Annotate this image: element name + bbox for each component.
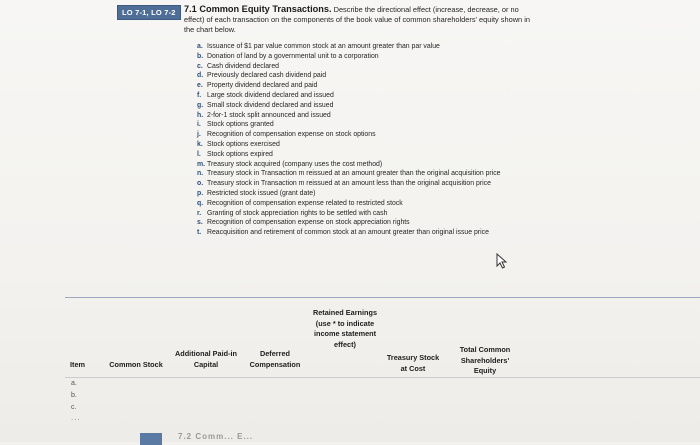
list-item [197, 101, 542, 111]
list-item [197, 169, 542, 179]
list-item-text: Recognition of compensation expense on stock options [207, 131, 376, 139]
list-item-text: Stock options granted [207, 121, 274, 129]
list-item-letter: t. [197, 229, 202, 237]
list-item-letter: a. [197, 43, 203, 50]
list-item-letter: f. [197, 91, 202, 99]
list-item-text: Small stock dividend declared and issued [207, 101, 334, 109]
learning-objective-badge: LO 7-1, LO 7-2 [117, 5, 181, 20]
table-row-a: a. [71, 380, 77, 387]
list-item-letter: k. [197, 140, 203, 148]
list-item [197, 199, 542, 209]
list-item-text: Granting of stock appreciation rights to be settled with cash [207, 209, 388, 217]
section-divider [65, 297, 700, 298]
list-item [197, 150, 542, 160]
list-item-letter: i. [197, 121, 201, 129]
list-item-text: Previously declared cash dividend paid [207, 72, 327, 80]
header-treasury-stock: Treasury Stock at Cost [386, 353, 440, 373]
list-item-letter: m. [197, 160, 206, 168]
list-item-text: Treasury stock in Transaction m reissued at an amount greater than the original acquisition price [207, 170, 501, 178]
list-item [197, 140, 542, 150]
list-item-text: Reacquisition and retirement of common stock at an amount greater than original issue price [207, 229, 489, 237]
list-item-text: Restricted stock issued (grant date) [207, 189, 316, 197]
list-item [197, 62, 542, 72]
list-item-text: Recognition of compensation expense related to restricted stock [207, 199, 403, 207]
list-item [197, 52, 542, 62]
list-item [197, 228, 542, 238]
list-item-text: Property dividend declared and paid [207, 82, 318, 90]
list-item-text: 2-for-1 stock split announced and issued [207, 111, 331, 119]
list-item-letter: b. [197, 52, 204, 60]
table-row-b: b. [71, 392, 77, 399]
table-row-c: c. [71, 404, 77, 411]
header-apic: Additional Paid-in Capital [174, 349, 238, 369]
list-item-letter: n. [197, 170, 204, 178]
list-item [197, 42, 542, 52]
header-item: Item [70, 360, 86, 369]
list-item-text: Cash dividend declared [207, 62, 280, 70]
list-item-letter: r. [197, 209, 202, 217]
list-item [197, 71, 542, 81]
exercise-title: 7.1 Common Equity Transactions. [184, 4, 332, 14]
list-item-text: Treasury stock acquired (company uses the cost method) [207, 160, 383, 168]
list-item-letter: o. [197, 180, 204, 188]
list-item-letter: j. [197, 131, 201, 139]
list-item-letter: d. [197, 72, 204, 80]
mouse-cursor-icon [494, 252, 512, 270]
list-item-letter: l. [197, 150, 201, 158]
list-item-letter: h. [197, 111, 204, 119]
list-item [197, 91, 542, 101]
exercise-intro: Describe the directional effect (increase, decrease, or no effect) of each transaction on the components of the book value of common shareholders' equity shown in the chart below. [184, 5, 530, 34]
list-item [197, 130, 542, 140]
list-item [197, 179, 542, 189]
list-item [197, 160, 542, 170]
list-item [197, 189, 542, 199]
exercise-header [184, 4, 532, 35]
header-common-stock: Common Stock [109, 360, 163, 369]
list-item-text: Large stock dividend declared and issued [207, 91, 334, 99]
table-header-rule [65, 377, 700, 378]
list-item [197, 81, 542, 91]
list-item [197, 120, 542, 130]
list-item-letter: p. [197, 189, 204, 197]
table-continuation: ... [71, 413, 81, 422]
list-item-text: Stock options expired [207, 150, 273, 158]
header-deferred-compensation: Deferred Compensation [249, 349, 301, 369]
list-item-letter: s. [197, 219, 203, 227]
list-item-text: Issuance of $1 par value common stock at an amount greater than par value [207, 43, 440, 50]
list-item-letter: g. [197, 101, 204, 109]
header-retained-earnings: Retained Earnings (use * to indicate income statement effect) [312, 308, 378, 349]
list-item [197, 209, 542, 219]
list-item-text: Recognition of compensation expense on stock appreciation rights [207, 219, 410, 227]
list-item-text: Donation of land by a governmental unit to a corporation [207, 52, 379, 60]
list-item-text: Treasury stock in Transaction m reissued at an amount less than the original acquisition price [207, 180, 491, 188]
list-item-letter: c. [197, 62, 203, 70]
next-learning-objective-badge [140, 433, 162, 445]
transaction-list [197, 42, 542, 238]
list-item-text: Stock options exercised [207, 140, 280, 148]
next-exercise-title: 7.2 Comm... E... [178, 432, 254, 441]
header-total-equity: Total Common Shareholders' Equity [459, 345, 511, 375]
list-item-letter: e. [197, 82, 203, 90]
list-item [197, 218, 542, 228]
list-item-letter: q. [197, 199, 204, 207]
list-item [197, 111, 542, 121]
